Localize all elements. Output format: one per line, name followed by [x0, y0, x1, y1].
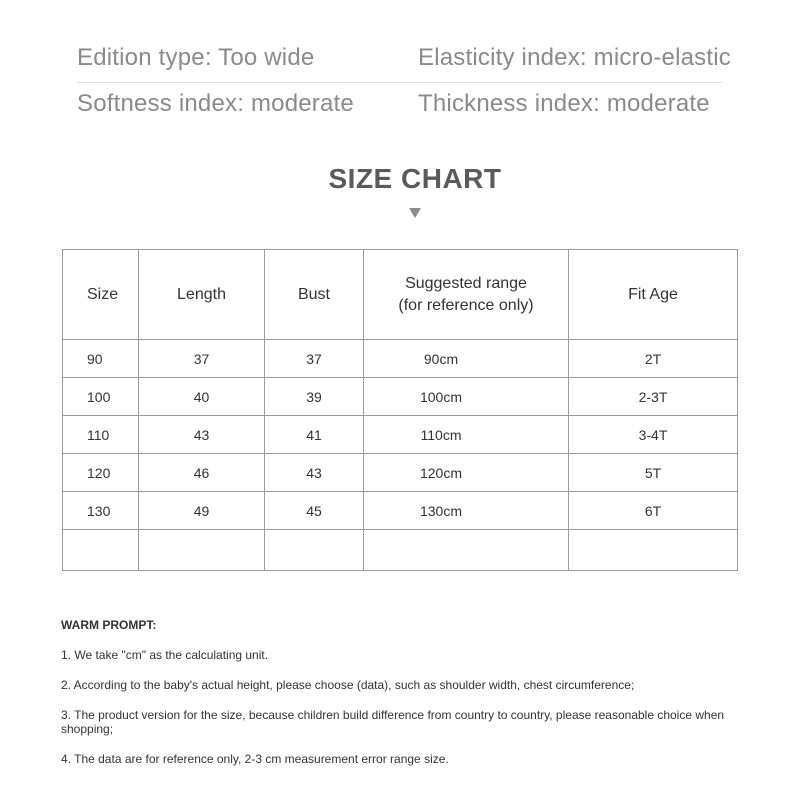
cell-length: 37	[139, 340, 265, 378]
warm-prompt	[61, 618, 751, 782]
cell-length: 43	[139, 416, 265, 454]
warm-prompt-line-2: 2. According to the baby's actual height, please choose (data), such as shoulder width, chest circumference;	[61, 678, 635, 692]
table-row	[63, 340, 738, 378]
cell-empty	[139, 530, 265, 571]
table-row	[63, 416, 738, 454]
header-size: Size	[63, 250, 139, 340]
attributes-divider	[77, 82, 722, 83]
size-chart-title: SIZE CHART	[328, 163, 502, 194]
table-header-row	[63, 250, 738, 340]
warm-prompt-title: WARM PROMPT:	[61, 618, 157, 632]
softness-index-text: Softness index: moderate	[77, 90, 354, 117]
elasticity-index-text: Elasticity index: micro-elastic	[418, 44, 731, 71]
header-fit-age: Fit Age	[569, 250, 738, 340]
cell-bust: 43	[265, 454, 364, 492]
cell-length: 49	[139, 492, 265, 530]
cell-suggested: 90cm	[364, 340, 569, 378]
cell-size: 110	[63, 416, 139, 454]
table-row	[63, 378, 738, 416]
warm-prompt-line-4: 4. The data are for reference only, 2-3 cm measurement error range size.	[61, 752, 449, 766]
cell-bust: 39	[265, 378, 364, 416]
cell-fit-age: 5T	[569, 454, 738, 492]
header-suggested-range	[364, 250, 569, 340]
table-row	[63, 492, 738, 530]
cell-size: 120	[63, 454, 139, 492]
edition-type-text: Edition type: Too wide	[77, 44, 315, 71]
caret-down-icon	[409, 208, 421, 218]
header-suggested-line2: (for reference only)	[398, 296, 534, 314]
header-length: Length	[139, 250, 265, 340]
cell-size: 130	[63, 492, 139, 530]
cell-fit-age: 2-3T	[569, 378, 738, 416]
cell-fit-age: 6T	[569, 492, 738, 530]
cell-length: 46	[139, 454, 265, 492]
cell-bust: 41	[265, 416, 364, 454]
cell-empty	[569, 530, 738, 571]
cell-size: 100	[63, 378, 139, 416]
header-bust: Bust	[265, 250, 364, 340]
cell-suggested: 110cm	[364, 416, 569, 454]
table-row	[63, 454, 738, 492]
cell-size: 90	[63, 340, 139, 378]
cell-suggested: 120cm	[364, 454, 569, 492]
thickness-index-text: Thickness index: moderate	[418, 90, 710, 117]
cell-bust: 45	[265, 492, 364, 530]
cell-empty	[364, 530, 569, 571]
cell-length: 40	[139, 378, 265, 416]
warm-prompt-line-1: 1. We take "cm" as the calculating unit.	[61, 648, 269, 662]
cell-bust: 37	[265, 340, 364, 378]
warm-prompt-line-3: 3. The product version for the size, because children build difference from country to country, please reasonable choice when shopping;	[61, 708, 725, 736]
cell-empty	[63, 530, 139, 571]
cell-fit-age: 2T	[569, 340, 738, 378]
cell-fit-age: 3-4T	[569, 416, 738, 454]
header-suggested-line1: Suggested range	[405, 274, 527, 292]
cell-empty	[265, 530, 364, 571]
table-row-empty	[63, 530, 738, 571]
size-chart-table	[62, 249, 738, 571]
fabric-attributes	[0, 0, 800, 130]
cell-suggested: 130cm	[364, 492, 569, 530]
cell-suggested: 100cm	[364, 378, 569, 416]
